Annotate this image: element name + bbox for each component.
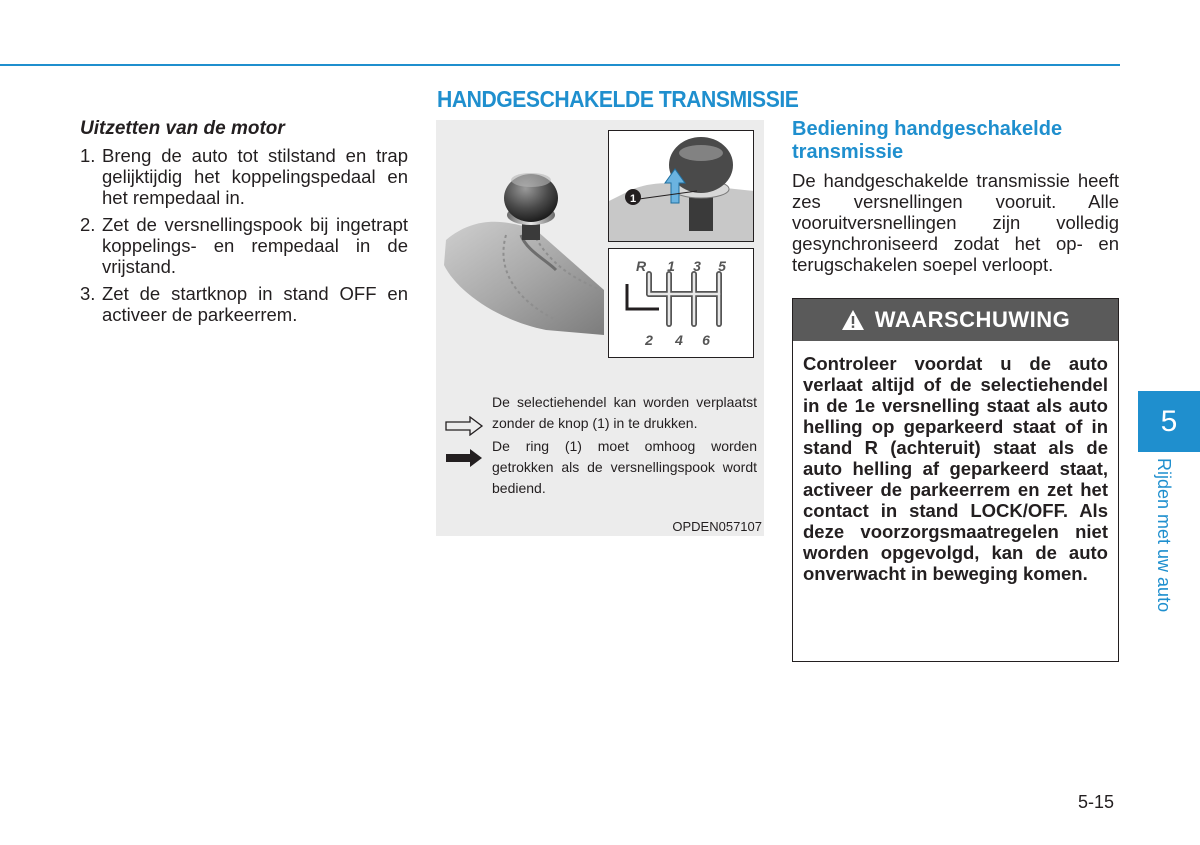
shift-pattern-inset — [608, 248, 754, 358]
legend-text: De selectiehendel kan worden verplaatst zonder de knop (1) in te drukken. — [492, 394, 757, 431]
operation-paragraph: De handgeschakelde transmissie heeft zes versnellingen vooruit. Alle vooruitversnellingen zijn volledig gesynchroniseerd zodat het op- en terugschakelen soepel verloopt. — [792, 170, 1119, 275]
legend-item — [436, 392, 764, 436]
hollow-arrow-icon — [436, 392, 492, 436]
figure-code: OPDEN057107 — [672, 519, 762, 534]
gear-label-6: 6 — [702, 332, 710, 348]
gear-label-3: 3 — [693, 258, 701, 274]
ring-pull-inset — [608, 130, 754, 242]
solid-arrow-icon — [436, 436, 492, 468]
gear-label-r: R — [635, 258, 647, 274]
gear-label-1: 1 — [667, 258, 675, 274]
chapter-tab: 5 — [1138, 391, 1200, 452]
gear-lever-figure — [436, 120, 764, 536]
warning-header — [793, 299, 1118, 341]
warning-title: WAARSCHUWING — [874, 307, 1071, 332]
right-column — [792, 118, 1119, 275]
list-item — [80, 283, 408, 325]
page-number: 5-15 — [1078, 792, 1115, 812]
subheading-operation: Bediening handgeschakelde transmissie — [792, 118, 1063, 163]
callout-number: 1 — [629, 193, 637, 205]
step-number: 1. — [80, 145, 96, 166]
warning-box — [792, 298, 1119, 662]
gear-knob-illustration — [436, 120, 604, 382]
step-text: Zet de versnellingspook bij ingetrapt koppelings- en rempedaal in de vrijstand. — [102, 214, 408, 277]
warning-triangle-icon — [841, 309, 865, 331]
legend-text: De ring (1) moet omhoog worden getrokken als de versnellingspook wordt bediend. — [492, 438, 757, 496]
step-number: 3. — [80, 283, 96, 304]
legend-item — [436, 436, 764, 499]
gear-label-5: 5 — [718, 258, 726, 274]
section-title: HANDGESCHAKELDE TRANSMISSIE — [437, 86, 799, 112]
top-rule — [0, 64, 1120, 66]
subheading-engine-off: Uitzetten van de motor — [80, 118, 285, 139]
gear-label-2: 2 — [645, 332, 653, 348]
step-text: Breng de auto tot stilstand en trap gelijktijdig het koppelingspedaal en het rempedaal in. — [102, 145, 408, 208]
left-column — [80, 118, 408, 331]
chapter-label: Rijden met uw auto — [1154, 458, 1174, 613]
warning-text: Controleer voordat u de auto verlaat altijd of de selectiehendel in de 1e versnelling staat als auto helling op geparkeerd staat of in stand R (achteruit) staat als de auto helling af geparkeerd staat, activeer de parkeerrem en zet het contact in stand LOCK/OFF. Als deze voorzorgsmaatregelen niet worden opgevolgd, kan de auto onverwacht in beweging komen. — [803, 353, 1108, 584]
gear-label-4: 4 — [675, 332, 683, 348]
step-text: Zet de startknop in stand OFF en activeer de parkeerrem. — [102, 283, 408, 325]
figure-legend — [436, 392, 764, 499]
list-item — [80, 214, 408, 277]
list-item — [80, 145, 408, 208]
step-number: 2. — [80, 214, 96, 235]
steps-list — [80, 145, 408, 325]
